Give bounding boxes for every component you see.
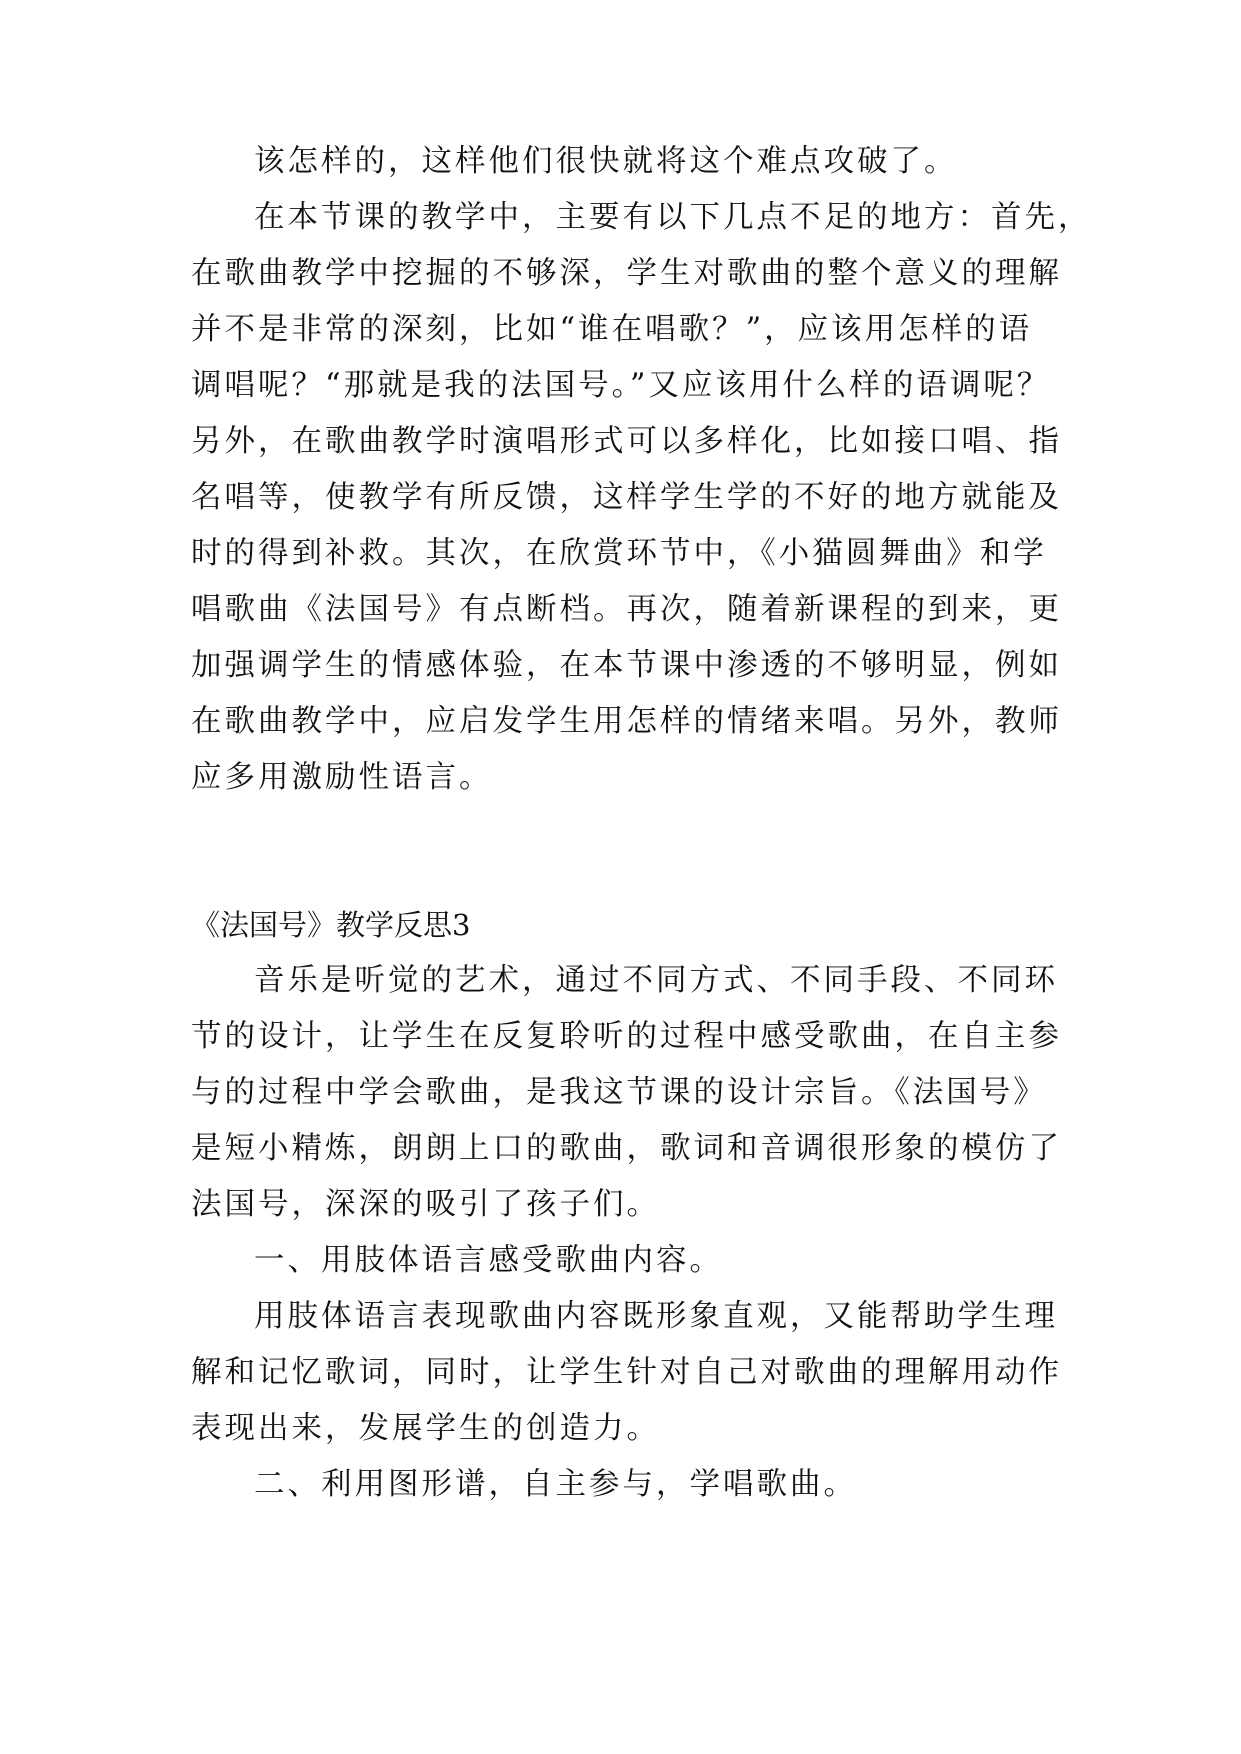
paragraph-line: 是短小精炼，朗朗上口的歌曲，歌词和音调很形象的模仿了 (191, 1131, 1062, 1166)
paragraph-line: 音乐是听觉的艺术，通过不同方式、不同手段、不同环 (254, 963, 1058, 998)
paragraph-line: 法国号，深深的吸引了孩子们。 (191, 1187, 660, 1222)
paragraph-line: 并不是非常的深刻，比如“谁在唱歌？”，应该用怎样的语 (191, 312, 1033, 347)
paragraph-line: 唱歌曲《法国号》有点断档。再次，随着新课程的到来，更 (191, 592, 1062, 627)
paragraph-line: 调唱呢？“那就是我的法国号。”又应该用什么样的语调呢？ (191, 368, 1051, 403)
paragraph-line: 用肢体语言表现歌曲内容既形象直观，又能帮助学生理 (254, 1299, 1058, 1334)
subheading-line: 二、利用图形谱，自主参与，学唱歌曲。 (254, 1467, 857, 1502)
subheading-line: 一、用肢体语言感受歌曲内容。 (254, 1243, 723, 1278)
paragraph-line: 解和记忆歌词，同时，让学生针对自己对歌曲的理解用动作 (191, 1355, 1062, 1390)
paragraph-line: 该怎样的，这样他们很快就将这个难点攻破了。 (254, 144, 958, 179)
paragraph-line: 节的设计，让学生在反复聆听的过程中感受歌曲，在自主参 (191, 1019, 1062, 1054)
paragraph-line: 与的过程中学会歌曲，是我这节课的设计宗旨。《法国号》 (191, 1075, 1047, 1110)
paragraph-line: 在歌曲教学中挖掘的不够深，学生对歌曲的整个意义的理解 (191, 256, 1062, 291)
paragraph-line: 加强调学生的情感体验，在本节课中渗透的不够明显，例如 (191, 648, 1062, 683)
section-heading: 《法国号》教学反思3 (191, 908, 471, 942)
paragraph-line: 另外，在歌曲教学时演唱形式可以多样化，比如接口唱、指 (191, 424, 1062, 459)
paragraph-line: 时的得到补救。其次，在欣赏环节中，《小猫圆舞曲》和学 (191, 536, 1047, 571)
paragraph-line: 名唱等，使教学有所反馈，这样学生学的不好的地方就能及 (191, 480, 1062, 515)
paragraph-line: 在本节课的教学中，主要有以下几点不足的地方：首先， (254, 200, 1092, 235)
paragraph-line: 在歌曲教学中，应启发学生用怎样的情绪来唱。另外，教师 (191, 704, 1062, 739)
paragraph-line: 表现出来，发展学生的创造力。 (191, 1411, 660, 1446)
paragraph-line: 应多用激励性语言。 (191, 760, 493, 795)
